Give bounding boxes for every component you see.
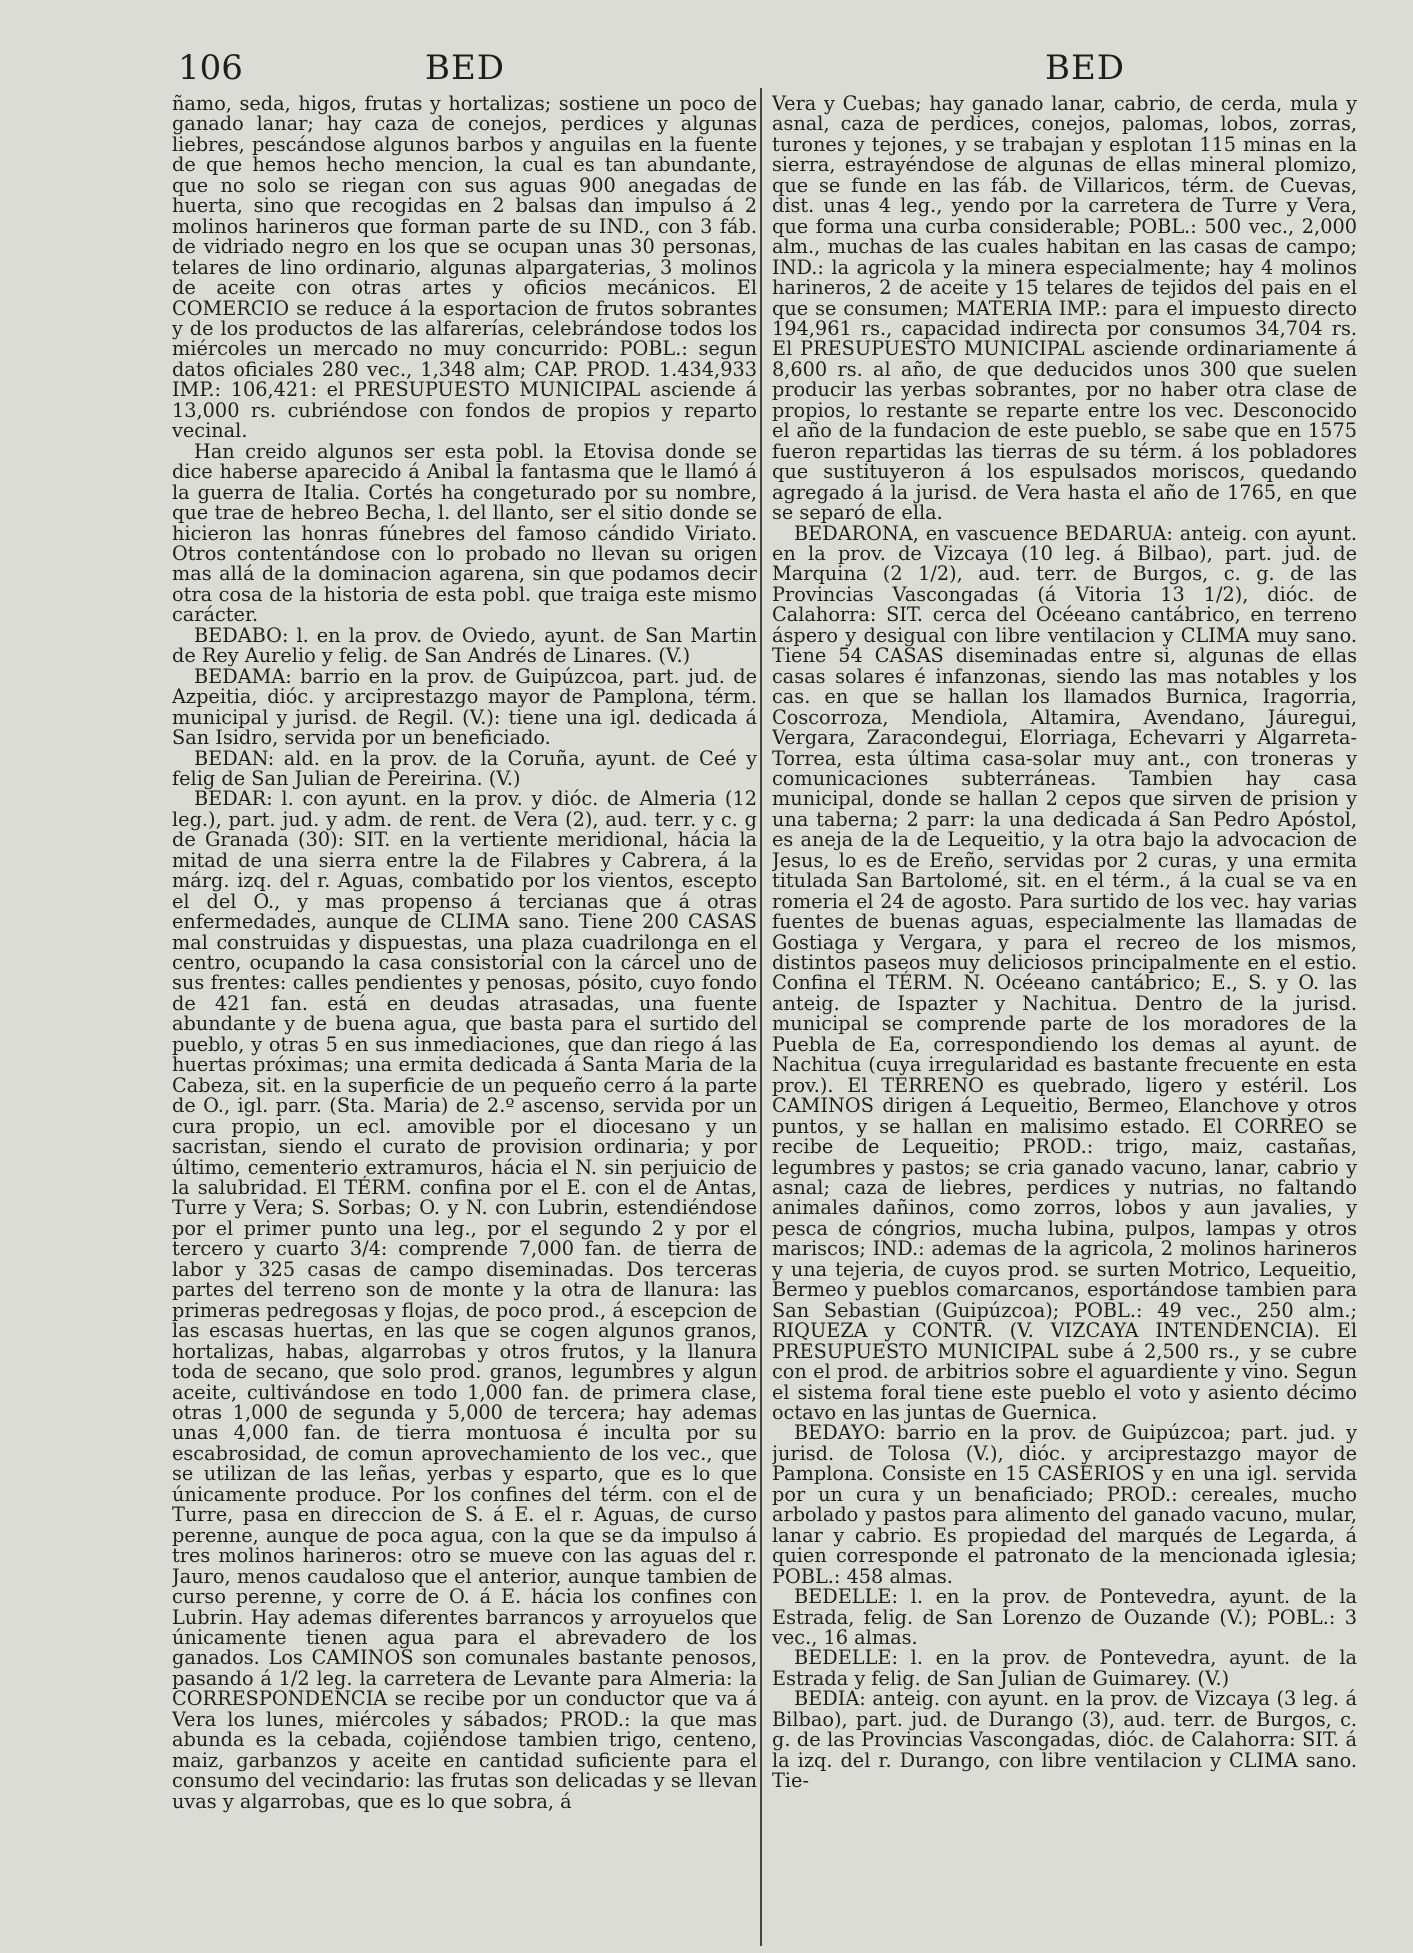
column-divider [760, 88, 762, 1946]
entry-paragraph: Vera y Cuebas; hay ganado lanar, cabrio, de cerda, mula y asnal, caza de perdices, conejos, palomas, lobos, zorras, turones y tejones, y se trabajan y esplotan 115 minas en la sierra, estrayéndose de algunas de ellas mineral plomizo, que se funde en las fáb. de Villaricos, térm. de Cuevas, dist. unas 4 leg., yendo por la carretera de Turre y Vera, que forma una curba considerable; POBL.: 500 vec., 2,000 alm., muchas de las cuales habitan en las casas de campo; IND.: la agricola y la minera especialmente; hay 4 molinos harineros, 2 de aceite y 15 telares de tejidos del pais en el que se consumen; MATERIA IMP.: para el impuesto directo 194,961 rs., capacidad indirecta por consumos 34,704 rs. El PRESUPUESTO MUNICIPAL asciende ordinariamente á 8,600 rs. al año, de que deducidos unos 300 que suelen producir las yerbas sobrantes, por no haber otra clase de propios, lo restante se reparte entre los vec. Desconocido el año de la fundacion de este pueblo, se sabe que en 1575 fueron repartidas las tierras de su térm. á los pobladores que sustituyeron á los espulsados moriscos, quedando agregado á la jurisd. de Vera hasta el año de 1765, en que se separó de ella. [772, 94, 1357, 525]
left-column [172, 94, 757, 1950]
entry-bedarona: BEDARONA, en vascuence BEDARUA: anteig. con ayunt. en la prov. de Vizcaya (10 leg. á Bilbao), part. jud. de Marquina (2 1/2), aud. terr. de Burgos, c. g. de las Provincias Vascongadas (á Vitoria 13 1/2), dióc. de Calahorra: SIT. cerca del Océeano cantábrico, en terreno áspero y desigual con libre ventilacion y CLIMA muy sano. Tiene 54 CASAS diseminadas entre si, algunas de ellas casas solares é infanzonas, siendo las mas notables y los cas. en que se hallan los llamados Burnica, Iragorria, Coscorroza, Mendiola, Altamira, Avendano, Jáuregui, Vergara, Zaracondegui, Elorriaga, Echevarri y Algarreta-Torrea, esta última casa-solar muy ant., con troneras y comunicaciones subterráneas. Tambien hay casa municipal, donde se hallan 2 cepos que sirven de prision y una taberna; 2 parr: la una dedicada á San Pedro Apóstol, es aneja de la de Lequeitio, y la otra bajo la advocacion de Jesus, lo es de Ereño, servidas por 2 curas, y una ermita titulada San Bartolomé, sit. en el térm., á la cual se va en romeria el 24 de agosto. Para surtido de los vec. hay varias fuentes de buenas aguas, especialmente las llamadas de Gostiaga y Vergara, y para el recreo de los mismos, distintos paseos muy deliciosos principalmente en el estio. Confina el TÉRM. N. Océeano cantábrico; E., S. y O. las anteig. de Ispazter y Nachitua. Dentro de la jurisd. municipal se comprende parte de los moradores de la Puebla de Ea, correspondiendo los demas al ayunt. de Nachitua (cuya irregularidad es bastante frecuente en esta prov.). El TERRENO es quebrado, ligero y estéril. Los CAMINOS dirigen á Lequeitio, Bermeo, Elanchove y otros puntos, y se hallan en malisimo estado. El CORREO se recibe de Lequeitio; PROD.: trigo, maiz, castañas, legumbres y pastos; se cria ganado vacuno, lanar, cabrio y asnal; caza de liebres, perdices y nutrias, no faltando animales dañinos, como zorros, lobos y aun javalies, y pesca de cóngrios, mucha lubina, pulpos, lampas y otros mariscos; IND.: ademas de la agricola, 2 molinos harineros y una tejeria, de cuyos prod. se surten Motrico, Lequeitio, Bermeo y pueblos comarcanos, esportándose tambien para San Sebastian (Guipúzcoa); POBL.: 49 vec., 250 alm.; RIQUEZA y CONTR. (V. VIZCAYA INTENDENCIA). El PRESUPUESTO MUNICIPAL sube á 2,500 rs., y se cubre con el prod. de arbitrios sobre el aguardiente y vino. Segun el sistema foral tiene este pueblo el voto y asiento décimo octavo en las juntas de Guernica. [772, 521, 1357, 1424]
guide-word-right: BED [1045, 48, 1126, 88]
entry-bedan: BEDAN: ald. en la prov. de la Coruña, ayunt. de Ceé y felig de San Julian de Pereirina. (V.) [172, 746, 757, 790]
entry-bedama: BEDAMA: barrio en la prov. de Guipúzcoa, part. jud. de Azpeitia, dióc. y arciprestazgo mayor de Pamplona, térm. municipal y jurisd. de Regil. (V.): tiene una igl. dedicada á San Isidro, servida por un beneficiado. [172, 664, 757, 750]
entry-bedar: BEDAR: l. con ayunt. en la prov. y dióc. de Almeria (12 leg.), part. jud. y adm. de rent. de Vera (2), aud. terr. y c. g de Granada (30): SIT. en la vertiente meridional, hácia la mitad de una sierra entre la de Filabres y Cabrera, á la márg. izq. del r. Aguas, combatido por los vientos, escepto el del O., y mas propenso á tercianas que á otras enfermedades, aunque de CLIMA sano. Tiene 200 CASAS mal construidas y dispuestas, una plaza cuadrilonga en el centro, ocupando la casa consistorial con la cárcel uno de sus frentes: calles pendientes y penosas, pósito, cuyo fondo de 421 fan. está en deudas atrasadas, una fuente abundante y de buena agua, que basta para el surtido del pueblo, y otras 5 en sus inmediaciones, que dan riego á las huertas próximas; una ermita dedicada á Santa Maria de la Cabeza, sit. en la superficie de un pequeño cerro á la parte de O., igl. parr. (Sta. Maria) de 2.º ascenso, servida por un cura propio, un ecl. amovible por el diocesano y un sacristan, siendo el curato de provision ordinaria; y por último, cementerio extramuros, hácia el N. sin perjuicio de la salubridad. El TÉRM. confina por el E. con el de Antas, Turre y Vera; S. Sorbas; O. y N. con Lubrin, estendiéndose por el primer punto una leg., por el segundo 2 y por el tercero y cuarto 3/4: comprende 7,000 fan. de tierra de labor y 325 casas de campo diseminadas. Dos terceras partes del terreno son de monte y la otra de llanura: las primeras pedregosas y flojas, de poco prod., á escepcion de las escasas huertas, en las que se cogen algunos granos, hortalizas, habas, algarrobas y otros frutos, y la llanura toda de secano, que solo prod. granos, legumbres y algun aceite, cultivándose en todo 1,000 fan. de primera clase, otras 1,000 de segunda y 5,000 de tercera; hay ademas unas 4,000 fan. de tierra montuosa é inculta por su escabrosidad, de comun aprovechamiento de los vec., que se utilizan de las leñas, yerbas y esparto, que es lo que únicamente produce. Por los confines del térm. con el de Turre, pasa en direccion de S. á E. el r. Aguas, de curso perenne, aunque de poca agua, con la que se da impulso á tres molinos harineros: otro se mueve con las aguas del r. Jauro, menos caudaloso que el anterior, aunque tambien de curso perenne, y corre de O. á E. hácia los confines con Lubrin. Hay ademas diferentes barrancos y arroyuelos que únicamente tienen agua para el abrevadero de los ganados. Los CAMINOS son comunales bastante penosos, pasando á 1/2 leg. la carretera de Levante para Almeria: la CORRESPONDENCIA se recibe por un conductor que va á Vera los lunes, miércoles y sábados; PROD.: la que mas abunda es la cebada, cojiéndose tambien trigo, centeno, maiz, garbanzos y aceite en cantidad suficiente para el consumo del vecindario: las frutas son delicadas y se llevan uvas y algarrobas, que es lo que sobra, á [172, 787, 757, 1813]
entry-bedayo: BEDAYO: barrio en la prov. de Guipúzcoa; part. jud. y jurisd. de Tolosa (V.), dióc. y arciprestazgo mayor de Pamplona. Consiste en 15 CASERIOS y en una igl. servida por un cura y un benaficiado; PROD.: cereales, mucho arbolado y pastos para alimento del ganado vacuno, mular, lanar y cabrio. Es propiedad del marqués de Legarda, á quien corresponde el patronato de la mencionada iglesia; POBL.: 458 almas. [772, 1421, 1357, 1588]
page-header [0, 44, 1413, 90]
entry-bedia: BEDIA: anteig. con ayunt. en la prov. de Vizcaya (3 leg. á Bilbao), part. jud. de Durango (3), aud. terr. de Burgos, c. g. de las Provincias Vascongadas, dióc. de Calahorra: SIT. á la izq. del r. Durango, con libre ventilacion y CLIMA sano. Tie- [772, 1687, 1357, 1793]
entry-bedabo: BEDABO: l. en la prov. de Oviedo, ayunt. de San Martin de Rey Aurelio y felig. de San Andrés de Linares. (V.) [172, 623, 757, 668]
entry-paragraph: ñamo, seda, higos, frutas y hortalizas; sostiene un poco de ganado lanar; hay caza de conejos, perdices y algunas liebres, pescándose algunos barbos y anguilas en la fuente de que hemos hecho mencion, la cual es tan abundante, que no solo se riegan con sus aguas 900 anegadas de huerta, sino que recogidas en 2 balsas dan impulso á 2 molinos harineros que forman parte de su IND., con 3 fáb. de vidriado negro en los que se ocupan unas 30 personas, telares de lino ordinario, algunas alpargaterias, 3 molinos de aceite con otras artes y oficios mecánicos. El COMERCIO se reduce á la esportacion de frutos sobrantes y de los productos de las alfarerías, celebrándose todos los miércoles un mercado no muy concurrido: POBL.: segun datos oficiales 280 vec., 1,348 alm; CAP. PROD. 1.434,933 IMP.: 106,421: el PRESUPUESTO MUNICIPAL asciende á 13,000 rs. cubriéndose con fondos de propios y reparto vecinal. [172, 94, 757, 443]
entry-paragraph: Han creido algunos ser esta pobl. la Etovisa donde se dice haberse aparecido á Anibal la fantasma que le llamó á la guerra de Italia. Cortés ha congeturado por su nombre, que trae de hebreo Becha, l. del llanto, ser el sitio donde se hicieron las honras fúnebres del famoso cándido Viriato. Otros contentándose con lo probado no llevan su origen mas allá de la dominacion agarena, sin que podamos decir otra cosa de la historia de esta pobl. que traiga este mismo carácter. [172, 439, 757, 627]
guide-word-left: BED [425, 48, 506, 88]
right-column [772, 94, 1357, 1950]
page-number: 106 [178, 48, 243, 88]
entry-bedelle-guimarey: BEDELLE: l. en la prov. de Pontevedra, ayunt. de la Estrada y felig. de San Julian de Guimarey. (V.) [772, 1646, 1357, 1690]
entry-bedelle-ouzande: BEDELLE: l. en la prov. de Pontevedra, ayunt. de la Estrada, felig. de San Lorenzo de Ouzande (V.); POBL.: 3 vec., 16 almas. [772, 1585, 1357, 1649]
